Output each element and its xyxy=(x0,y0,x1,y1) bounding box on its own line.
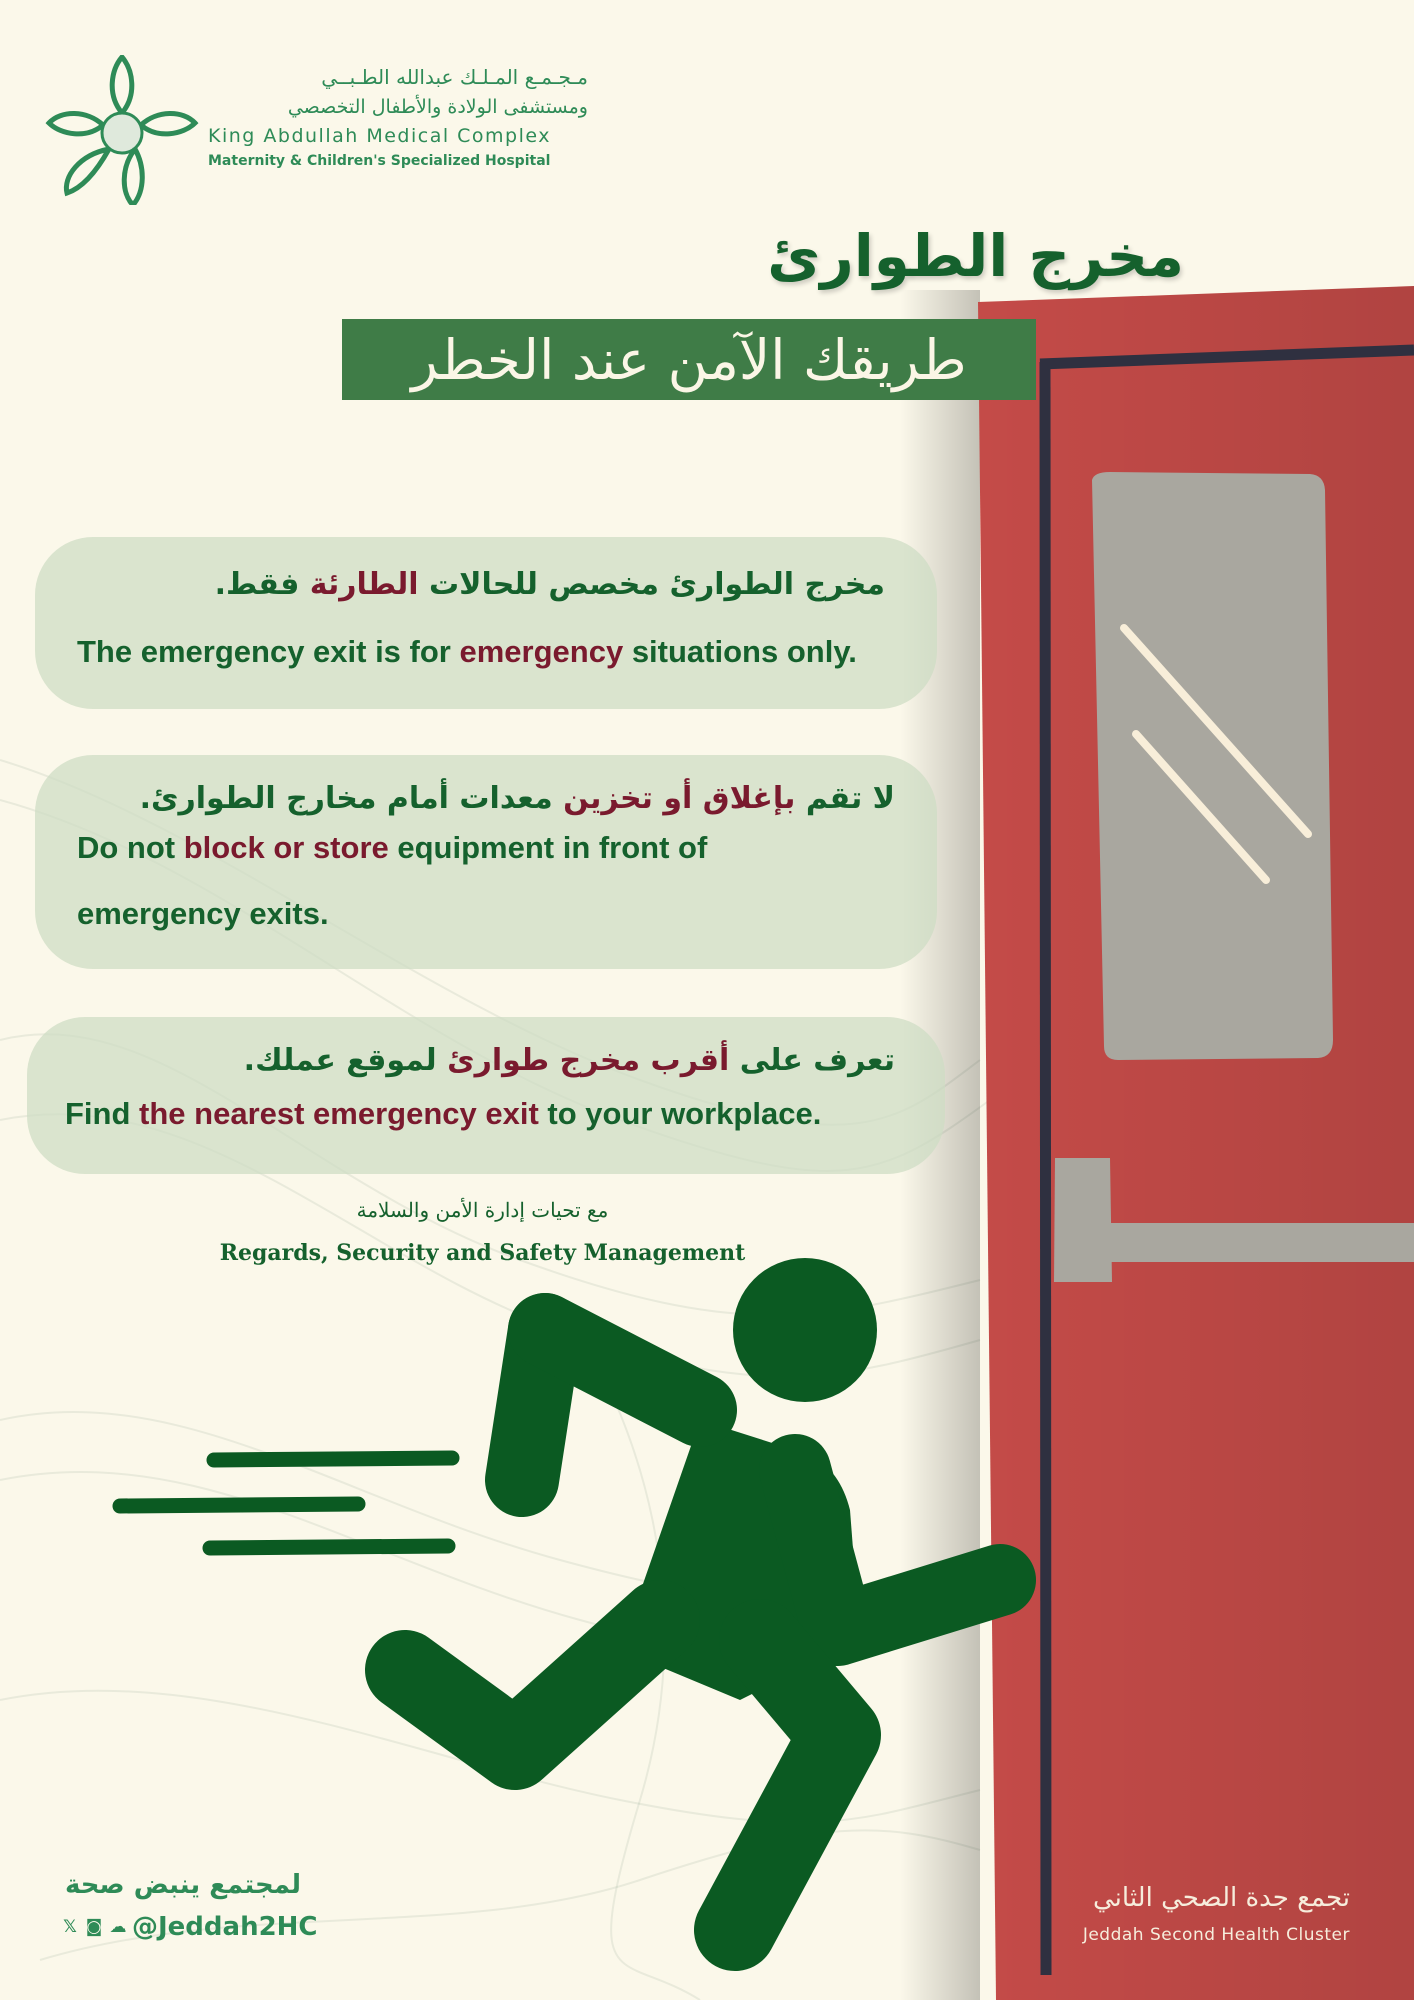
x-icon[interactable]: 𝕏 xyxy=(63,1917,77,1937)
info-card-emergency-only xyxy=(35,537,937,709)
hospital-logo-icon xyxy=(45,55,200,205)
card-arabic-text: تعرف على أقرب مخرج طوارئ لموقع عملك. xyxy=(243,1043,895,1078)
card-english-text: Do not block or store equipment in front of emergency exits. xyxy=(77,830,708,931)
logo-arabic-line2: ومستشفى الولادة والأطفال التخصصي xyxy=(287,96,588,118)
social-handle-text[interactable]: @Jeddah2HC xyxy=(132,1912,318,1942)
hospital-logo-text xyxy=(208,62,588,172)
footer-slogan: لمجتمع ينبض صحة xyxy=(65,1870,301,1900)
regards-arabic: مع تحيات إدارة الأمن والسلامة xyxy=(356,1198,609,1222)
page-subtitle: طريقك الآمن عند الخطر xyxy=(411,327,967,392)
card-arabic-text: مخرج الطوارئ مخصص للحالات الطارئة فقط. xyxy=(214,567,885,602)
social-handle[interactable] xyxy=(60,1912,318,1942)
logo-arabic-line1: مـجـمـع المـلـك عبدالله الطـبــي xyxy=(321,65,588,89)
card-arabic-text: لا تقم بإغلاق أو تخزين معدات أمام مخارج الطوارئ. xyxy=(139,781,895,816)
info-card-do-not-block xyxy=(35,755,937,969)
card-english-text: The emergency exit is for emergency situations only. xyxy=(77,634,857,669)
cluster-name-arabic: تجمع جدة الصحي الثاني xyxy=(1093,1883,1350,1913)
logo-english-line1: King Abdullah Medical Complex xyxy=(208,125,551,147)
cluster-name-english: Jeddah Second Health Cluster xyxy=(1082,1925,1350,1945)
info-card-nearest-exit xyxy=(27,1017,945,1174)
subtitle-banner xyxy=(342,319,1036,400)
speed-lines xyxy=(120,1458,452,1548)
regards-english: Regards, Security and Safety Management xyxy=(219,1240,746,1266)
door-illustration xyxy=(978,286,1414,2000)
logo-english-line2: Maternity & Children's Specialized Hospital xyxy=(208,153,551,169)
snapchat-icon[interactable]: ☁ xyxy=(109,1917,127,1937)
page-title: مخرج الطوارئ xyxy=(767,222,1184,290)
instagram-icon[interactable]: ◙ xyxy=(85,1917,103,1937)
card-english-text: Find the nearest emergency exit to your workplace. xyxy=(65,1096,822,1131)
